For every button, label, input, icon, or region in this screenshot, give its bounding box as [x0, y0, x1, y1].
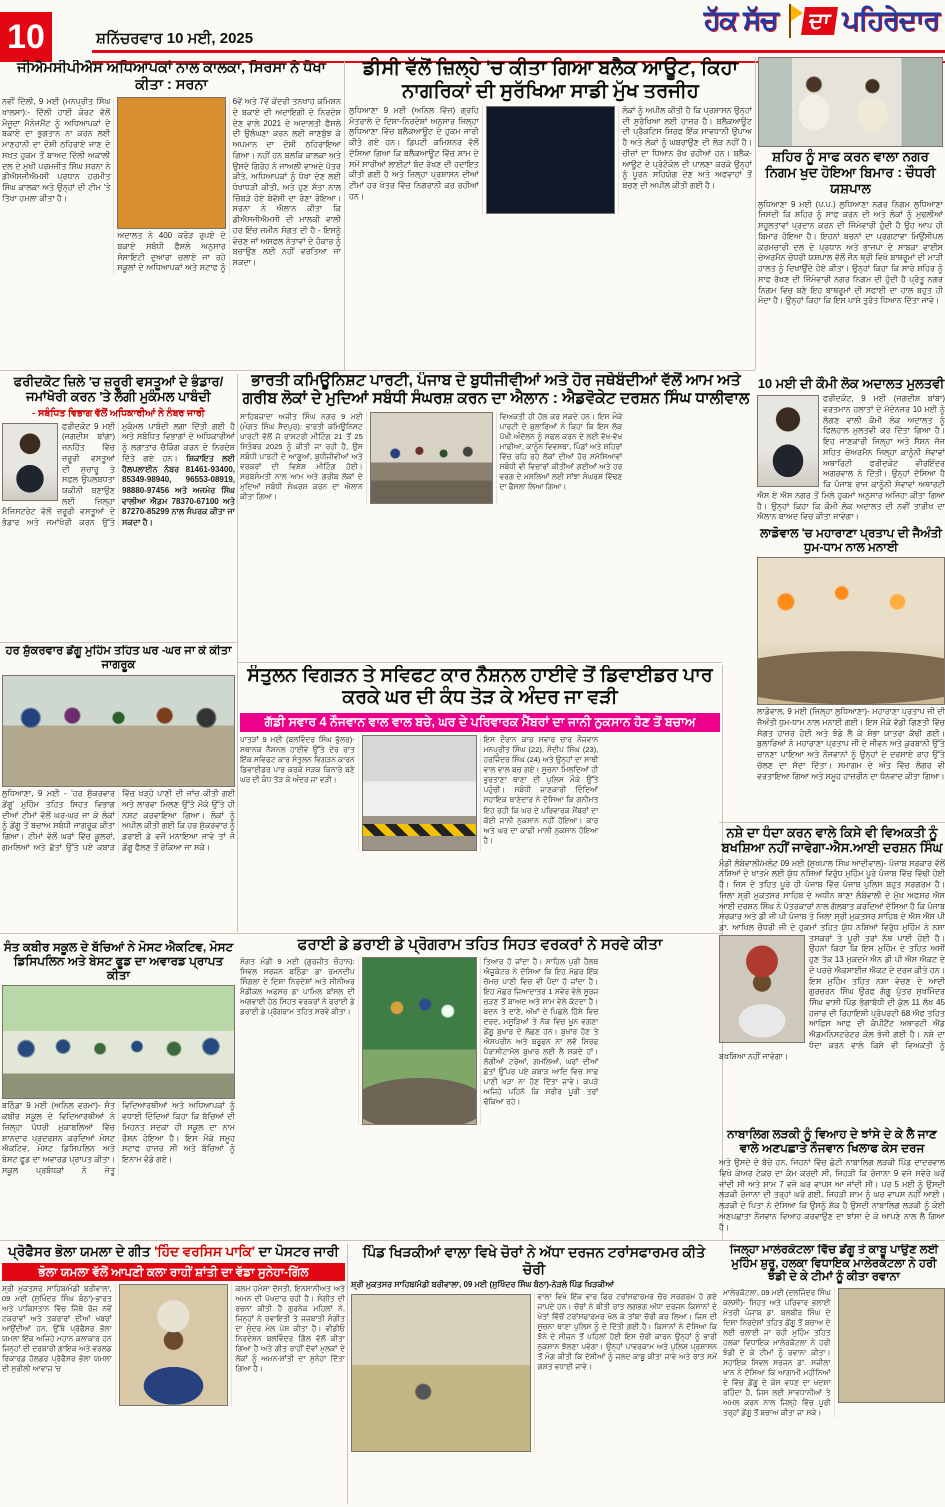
article-headline — [2, 1244, 345, 1260]
article-body-text: ਨਵੀਂ ਦਿੱਲੀ, 9 ਮਈ (ਮਨਪ੍ਰੀਤ ਸਿੰਘ ਖਾਲਸਾ):- ਦਿੱਲੀ ਹਾਈ ਕੋਰਟ ਵੱਲੋਂ ਮੌਜੂਦਾ ਮੈਨੇਜਮੈਂਟ ਨੂੰ ਅਧਿਆਪਕਾਂ ਦੇ ਬਕਾਏ ਦਾ ਭੁਗਤਾਨ ਨਾ ਕਰਨ ਲਈ ਮਾਣਹਾਨੀ ਦਾ ਦੋਸ਼ੀ ਠਹਿਰਾਏ ਜਾਣ ਦੇ ਸਖ਼ਤ ਹੁਕਮ ਤੋਂ ਬਾਅਦ ਦਿੱਲੀ ਅਕਾਲੀ ਦਲ ਦੇ ਮੁਖੀ ਪਰਮਜੀਤ ਸਿੰਘ ਸਰਨਾ ਨੇ ਡੀਐਸਜੀਐਮਸੀ ਪ੍ਰਧਾਨ ਹਰਮੀਤ ਸਿੰਘ ਕਾਲਕਾ ਅਤੇ ਉਨ੍ਹਾਂ ਦੀ ਟੀਮ 'ਤੇ ਤਿੱਖਾ ਹਮਲਾ ਕੀਤਾ ਹੈ। — [2, 97, 111, 203]
photo-maharana-jayanti-crowd — [757, 557, 945, 705]
article-dry-day-survey — [240, 936, 720, 1238]
article-body-text: ਫਰੀਦਕੋਟ 9 ਮਈ (ਜਗਦੀਸ਼ ਬਾਂਗਾ) ਜਨਹਿੱਤ ਵਿੱਚ ਜ਼ਰੂਰੀ ਵਸਤੂਆਂ ਦੀ ਸੁਚਾਰੂ ਤੇ ਸਫਲ ਉਪਲਬਧਤਾ ਯਕੀਨੀ ਬਣਾਉਣ ਲਈ ਜ਼ਿਲ੍ਹਾ ਮੈਜਿਸਟਰੇਟ ਵੱਲੋਂ ਜ਼ਰੂਰੀ ਵਸਤੂਆਂ ਦੇ ਭੰਡਾਰ ਅਤੇ ਜਮਾਂਖੋਰੀ ਕਰਨ ਉੱਤੇ ਮੁਕੰਮਲ ਪਾਬੰਦੀ ਲਗਾ ਦਿੱਤੀ ਗਈ ਹੈ ਅਤੇ ਸਬੰਧਿਤ ਵਿਭਾਗਾਂ ਦੇ ਅਧਿਕਾਰੀਆਂ ਨੂੰ ਲਗਾਤਾਰ ਚੈਕਿੰਗ ਕਰਨ ਦੇ ਨਿਰਦੇਸ਼ ਦਿੱਤੇ ਗਏ ਹਨ। — [2, 421, 235, 528]
page-number-box: 10 — [0, 12, 52, 62]
article-drug-crackdown — [719, 825, 945, 1125]
article-body-text: ਵਾਲਾ ਵਿਖੇ ਇੱਕ ਵਾਰ ਫਿਰ ਟਰਾਂਸਫਾਰਮਰ ਚੋਰ ਸਰਗਰਮ ਹੋ ਗਏ ਜਾਪਦੇ ਹਨ। ਚੋਰਾਂ ਨੇ ਬੀਤੀ ਰਾਤ ਲਗਭਗ ਅੱਧਾ ਦਰਜਨ ਕਿਸਾਨਾਂ ਦੇ ਖੇਤਾਂ ਵਿੱਚੋਂ ਟਰਾਂਸਫਾਰਮਰ ਖੋਲ ਕੇ ਤਾਂਬਾ ਚੋਰੀ ਕਰ ਲਿਆ। ਜਿਸ ਦੀ ਸੂਚਨਾ ਥਾਣਾ ਪੁਲਿਸ ਨੂੰ ਦੇ ਦਿੱਤੀ ਗਈ ਹੈ। ਕਿਸਾਨਾਂ ਨੇ ਦੱਸਿਆ ਕਿ ਝੋਨੇ ਦੇ ਸੀਜ਼ਨ ਤੋਂ ਪਹਿਲਾਂ ਹੋਈ ਇਸ ਚੋਰੀ ਕਾਰਨ ਉਨ੍ਹਾਂ ਨੂੰ ਭਾਰੀ ਨੁਕਸਾਨ ਝੱਲਣਾ ਪਵੇਗਾ। ਉਨ੍ਹਾਂ ਪਾਵਰਕਾਮ ਅਤੇ ਪੁਲਿਸ ਪ੍ਰਸ਼ਾਸਨ ਤੋਂ ਮੰਗ ਕੀਤੀ ਕਿ ਦੋਸ਼ੀਆਂ ਨੂੰ ਜਲਦ ਕਾਬੂ ਕੀਤਾ ਜਾਵੇ ਅਤੇ ਰਾਤ ਸਮੇਂ ਗਸ਼ਤ ਵਧਾਈ ਜਾਵੇ। — [537, 1292, 717, 1372]
masthead-word-1: ਹੱਕ ਸੱਚ — [703, 5, 778, 35]
article-body — [2, 1101, 235, 1176]
section-rule — [0, 933, 722, 934]
section-rule — [0, 642, 237, 643]
article-body-text: ਲੁਧਿਆਣਾ, 9 ਮਈ - 'ਹਰ ਸ਼ੁੱਕਰਵਾਰ ਡੇਂਗੂ' ਮੁਹਿੰਮ ਤਹਿਤ ਸਿਹਤ ਵਿਭਾਗ ਦੀਆਂ ਟੀਮਾਂ ਵੱਲੋਂ ਘਰ-ਘਰ ਜਾ ਕੇ ਲੋਕਾਂ ਨੂੰ ਡੇਂਗੂ ਤੋਂ ਬਚਾਅ ਸਬੰਧੀ ਜਾਗਰੂਕ ਕੀਤਾ ਗਿਆ। ਟੀਮਾਂ ਵੱਲੋਂ ਘਰਾਂ ਵਿੱਚ ਕੂਲਰਾਂ, ਗਮਲਿਆਂ ਅਤੇ ਛੱਤਾਂ ਉੱਤੇ ਪਏ ਕਬਾੜ ਵਿੱਚ ਖੜ੍ਹੇ ਪਾਣੀ ਦੀ ਜਾਂਚ ਕੀਤੀ ਗਈ ਅਤੇ ਲਾਰਵਾ ਮਿਲਣ ਉੱਤੇ ਮੌਕੇ ਉੱਤੇ ਹੀ ਨਸ਼ਟ ਕਰਵਾਇਆ ਗਿਆ। ਲੋਕਾਂ ਨੂੰ ਅਪੀਲ ਕੀਤੀ ਗਈ ਕਿ ਹਰ ਸ਼ੁੱਕਰਵਾਰ ਨੂੰ ਡਰਾਈ ਡੇ ਵਜੋਂ ਮਨਾਇਆ ਜਾਵੇ ਤਾਂ ਜੋ ਡੇਂਗੂ ਫੈਲਣ ਤੋਂ ਰੋਕਿਆ ਜਾ ਸਕੇ। — [2, 789, 235, 852]
article-body-text: ਫਰੀਦਕੋਟ, 9 ਮਈ (ਜਗਦੀਸ਼ ਬਾਂਬਾ) ਵਰਤਮਾਨ ਹਲਾਤਾਂ ਦੇ ਮੱਦੇਨਜ਼ਰ 10 ਮਈ ਨੂੰ ਲੱਗਣ ਵਾਲੀ ਕੌਮੀ ਲੋਕ ਅਦਾਲਤ ਨੂੰ ਫਿਲਹਾਲ ਮੁਲਤਵੀ ਕਰ ਦਿੱਤਾ ਗਿਆ ਹੈ। ਇਹ ਜਾਣਕਾਰੀ ਜਿਲ੍ਹਾ ਅਤੇ ਸੈਸ਼ਨ ਜੱਜ ਸਹਿਤ ਚੇਅਰਮੈਨ ਜਿਲ੍ਹਾ ਕਾਨੂੰਨੀ ਸੇਵਾਵਾਂ ਅਥਾਰਿਟੀ ਫਰੀਦਕੋਟ ਵੀਰਇੰਦਰ ਅਗਰਵਾਲ ਨੇ ਦਿੱਤੀ। ਉਨ੍ਹਾਂ ਦੱਸਿਆ ਹੈ ਕਿ ਪੰਜਾਬ ਰਾਜ ਕਾਨੂੰਨੀ ਸੇਵਾਵਾਂ ਅਥਾਰਟੀ ਐਸ ਏ ਐਸ ਨਗਰ ਤੋਂ ਮਿਲੇ ਹੁਕਮਾਂ ਅਨੁਸਾਰ ਅਜਿਹਾ ਕੀਤਾ ਗਿਆ ਹੈ। ਉਨ੍ਹਾਂ ਕਿਹਾ ਕਿ ਕੌਮੀ ਲੋਕ ਅਦਾਲਤ ਦੀ ਨਵੀਂ ਤਾਰੀਖ ਦਾ ਐਲਾਨ ਬਾਅਦ ਵਿਚ ਕੀਤਾ ਜਾਵੇਗਾ। — [757, 394, 945, 522]
headline-part-red: 'ਹਿੰਦ ਵਰਸਿਸ ਪਾਕਿ' — [154, 1244, 255, 1259]
photo-sarna-speech — [117, 97, 225, 229]
article-body — [2, 1284, 345, 1406]
article-body — [349, 106, 752, 214]
article-body — [757, 394, 945, 523]
article-body — [240, 412, 752, 504]
article-body-text: ਕਲਮ ਹਮੇਸ਼ਾ ਦੋਸਤੀ, ਇਨਸਾਨੀਅਤ ਅਤੇ ਅਮਨ ਦੀ ਪੱਖਦਾਰ ਰਹੀ ਹੈ। ਸੰਗੀਤ ਦੀ ਰਚਨਾ ਕੀਤੀ ਹੈ ਗੁਰਨੇਕ ਮਹਿਲਾਂ ਨੇ, ਜਿਨ੍ਹਾਂ ਨੇ ਰਵਾਇਤੀ ਤੇ ਜਜ਼ਬਾਤੀ ਸੰਗੀਤ ਦਾ ਸੁੰਦਰ ਮੇਲ ਪੇਸ਼ ਕੀਤਾ ਹੈ। ਵੀਡੀਓ ਨਿਰਦੇਸ਼ਨ ਬਲਵਿੰਦਰ ਗਿੱਲ ਵੱਲੋਂ ਕੀਤਾ ਗਿਆ ਹੈ ਅਤੇ ਗੀਤ ਰਾਹੀਂ ਦੋਵਾਂ ਮੁਲਕਾਂ ਦੇ ਲੋਕਾਂ ਨੂੰ ਅਮਨ-ਸ਼ਾਂਤੀ ਦਾ ਸੁਨੇਹਾ ਦਿੱਤਾ ਗਿਆ ਹੈ। — [235, 1283, 345, 1374]
article-headline: ਨਾਬਾਲਿਗ ਲੜਕੀ ਨੂੰ ਵਿਆਹ ਦੇ ਝਾਂਸੇ ਦੇ ਕੇ ਲੈ ਜਾਣ ਵਾਲੇ ਅਣਪਛਾਤੇ ਨੌਜਵਾਨ ਖਿਲਾਫ ਕੇਸ ਦਰਜ — [727, 1127, 937, 1156]
article-body-text: ਸੰਗਤ ਮੰਡੀ 9 ਮਈ (ਗੁਰਜੀਤ ਚੌਹਾਨ): ਸਿਵਲ ਸਰਜਨ ਬਠਿੰਡਾ ਡਾ ਰਮਨਦੀਪ ਸਿੰਗਲਾ ਦੇ ਦਿਸ਼ਾ ਨਿਰਦੇਸ਼ਾਂ ਅਤੇ ਸੀਨੀਅਰ ਮੈਡੀਕਲ ਅਫਸਰ ਡਾ ਪਾਮਿਲ ਬਾਂਸਲ ਦੀ ਅਗਵਾਈ ਹੇਠ ਸਿਹਤ ਵਰਕਰਾਂ ਨੇ ਫਰਾਈ ਡੇ ਡਰਾਈ ਡੇ ਪ੍ਰੋਗਰਾਮ ਤਹਿਤ ਸਰਵੇ ਕੀਤਾ। — [240, 956, 355, 1016]
article-faridkot-ban — [2, 374, 235, 640]
article-dc-blackout — [349, 57, 752, 368]
article-headline: ਡੀਸੀ ਵੱਲੋਂ ਜ਼ਿਲ੍ਹੇ 'ਚ ਕੀਤਾ ਗਿਆ ਬਲੈਕ ਆਊਟ, ਕਿਹਾ ਨਾਗਰਿਕਾਂ ਦੀ ਸੁਰੱਖਿਆ ਸਾਡੀ ਮੁੱਖ ਤਰਜੀਹ — [362, 57, 739, 102]
article-body-text: ਵਿਅਕਤੀ ਹੀ ਹੱਲ ਕਰ ਸਕਦੇ ਹਨ। ਇਸ ਮੌਕੇ ਪਾਰਟੀ ਦੇ ਬੁਲਾਰਿਆਂ ਨੇ ਕਿਹਾ ਕਿ ਇਸ ਲੋਕ ਪੱਖੀ ਅੰਦੋਲਨ ਨੂੰ ਸਫਲ ਕਰਨ ਦੇ ਲਈ ਵੱਖ-ਵੱਖ ਮਾਫੀਆ, ਕਾਨੂੰਨ ਵਿਵਸਥਾ, ਪਿੰਡਾਂ ਅਤੇ ਸ਼ਹਿਰਾਂ ਵਿੱਚ ਰਹਿ ਰਹੇ ਲੋਕਾਂ ਦੀਆਂ ਹੋਰ ਸਮੱਸਿਆਵਾਂ ਸਬੰਧੀ ਵੀ ਵਿਚਾਰਾਂ ਕੀਤੀਆਂ ਗਈਆਂ ਅਤੇ ਹਰ ਵਰਗ ਦੇ ਮਸਲਿਆਂ ਲਈ ਸਾਂਝਾ ਸੰਘਰਸ਼ ਵਿੱਢਣ ਦਾ ਫੈਸਲਾ ਲਿਆ ਗਿਆ। — [499, 411, 623, 491]
article-body — [723, 1288, 945, 1419]
article-body-text: ਸ਼ਿਕਾਇਤ ਲਈ ਹੈਲਪਲਾਈਨ ਨੰਬਰ 81461-93400, 85349-98940, 96553-08919, 98880-97456 ਅਤੇ ਅਜਮੇਰ ਸਿੰਘ ਵਾਲੀਆ ਐਡਮ 78370-67100 ਅਤੇ 87270-85299 ਨਾਲ ਸੰਪਰਕ ਕੀਤਾ ਜਾ ਸਕਦਾ ਹੈ। — [122, 453, 235, 528]
article-headline: ਲਾਡੋਵਾਲ 'ਚ ਮਹਾਰਾਣਾ ਪ੍ਰਤਾਪ ਦੀ ਜੈਅੰਤੀ ਧੁਮ-ਧਾਮ ਨਾਲ ਮਨਾਈ — [760, 526, 942, 555]
photo-dengue-awareness-group — [2, 675, 235, 787]
column-rule — [237, 374, 238, 932]
headline-part: ਪ੍ਰੋਫੈਸਰ ਭੋਲਾ ਯਮਲਾ ਦੇ ਗੀਤ — [8, 1244, 155, 1259]
masthead-word-2: ਦਾ — [801, 7, 838, 35]
article-yamla-poster — [2, 1244, 345, 1505]
article-headline: ਫਰਾਈ ਡੇ ਡਰਾਈ ਡੇ ਪ੍ਰੋਗਰਾਮ ਤਹਿਤ ਸਿਹਤ ਵਰਕਰਾਂ ਨੇ ਸਰਵੇ ਕੀਤਾ — [297, 936, 663, 953]
photo-bhola-yamla — [119, 1284, 229, 1406]
article-subhead-magenta: ਗੱਡੀ ਸਵਾਰ 4 ਨੌਜਵਾਨ ਵਾਲ ਵਾਲ ਬਚੇ, ਘਰ ਦੇ ਪਰਿਵਾਰਕ ਮੈਂਬਰਾਂ ਦਾ ਜਾਨੀ ਨੁਕਸਾਨ ਹੋਣ ਤੋਂ ਬਚਾਅ — [240, 713, 720, 732]
article-body-text: ਮਾਲੇਰਕੋਟਲਾ, 09 ਮਈ (ਦਲਜਿੰਦਰ ਸਿੰਘ ਕਲਸੀ)- ਸਿਹਤ ਅਤੇ ਪਰਿਵਾਰ ਭਲਾਈ ਮੰਤਰੀ ਪੰਜਾਬ ਡਾ. ਬਲਬੀਰ ਸਿੰਘ ਦੇ ਦਿਸ਼ਾ ਨਿਰਦੇਸ਼ਾਂ ਤਹਿਤ ਡੇਂਗੂ ਤੋਂ ਬਚਾਅ ਦੇ ਲਈ ਚਲਾਈ ਜਾ ਰਹੀ ਮੁਹਿੰਮ ਤਹਿਤ ਹਲਕਾ ਵਿਧਾਇਕ ਮਾਲੇਰਕੋਟਲਾ ਨੇ ਹਰੀ ਝੰਡੀ ਦੇ ਕੇ ਟੀਮਾਂ ਨੂੰ ਰਵਾਨਾ ਕੀਤਾ। ਸਹਾਇਕ ਸਿਵਲ ਸਰਜਨ ਡਾ. ਸਜੀਲਾ ਖਾਨ ਨੇ ਦੱਸਿਆ ਕਿ ਆਗਾਮੀ ਮਹੀਨਿਆਂ ਦੇ ਵਿੱਚ ਡੇਂਗੂ ਦੇ ਕੇਸ ਵਧਣ ਦਾ ਖਦਸ਼ਾ ਰਹਿੰਦਾ ਹੈ, ਜਿਸ ਲਈ ਸਾਵਧਾਨੀਆਂ ਤੇ ਅਮਲ ਕਰਨ ਨਾਲ ਜਿਲ੍ਹੇ ਵਿੱਚ ਪੂਰੀ ਤਰ੍ਹਾਂ ਡੇਂਗੂ ਤੋਂ ਬਚਾਅ ਕੀਤਾ ਜਾ ਸਕੇ। — [723, 1287, 831, 1418]
column-rule — [344, 60, 345, 370]
photo-blackout-night — [486, 106, 616, 214]
article-body-text: ਇਸ ਦੌਰਾਨ ਕਾਰ ਸਵਾਰ ਚਾਰ ਨੌਜਵਾਨ ਮਨਪ੍ਰੀਤ ਸਿੰਘ (22), ਸੰਦੀਪ ਸਿੰਘ (23), ਹਰਜਿੰਦਰ ਸਿੰਘ (24) ਅਤੇ ਉਨ੍ਹਾਂ ਦਾ ਸਾਥੀ ਵਾਲ ਵਾਲ ਬਚ ਗਏ। ਸੂਚਨਾ ਮਿਲਦਿਆਂ ਹੀ ਭੁਰਤਾਣਾ ਥਾਣਾ ਦੀ ਪੁਲਿਸ ਮੌਕੇ ਉੱਤੇ ਪਹੁੰਚੀ। ਸਬੰਧੀ ਜਾਣਕਾਰੀ ਦਿੰਦਿਆਂ ਸਹਾਇਕ ਥਾਣੇਦਾਰ ਨੇ ਦੱਸਿਆ ਕਿ ਗਨੀਮਤ ਇਹ ਰਹੀ ਕਿ ਘਰ ਦੇ ਪਰਿਵਾਰਕ ਮੈਂਬਰਾਂ ਦਾ ਕੋਈ ਜਾਨੀ ਨੁਕਸਾਨ ਨਹੀਂ ਹੋਇਆ। ਕਾਰ ਅਤੇ ਘਰ ਦਾ ਕਾਫੀ ਮਾਲੀ ਨੁਕਸਾਨ ਹੋਇਆ ਹੈ। — [483, 735, 599, 845]
article-body-text: ਸਾਹਿਬਜ਼ਾਦਾ ਅਜੀਤ ਸਿੰਘ ਨਗਰ 9 ਮਈ (ਮੰਗਤ ਸਿੰਘ ਸੈਦਪੁਰ): ਭਾਰਤੀ ਕਮਿਊਨਿਸਟ ਪਾਰਟੀ ਵੱਲੋਂ ਜੋ ਰਾਸ਼ਟਰੀ ਮੀਟਿੰਗ 21 ਤੋਂ 25 ਸਿਤੰਬਰ 2025 ਨੂੰ ਕੀਤੀ ਜਾ ਰਹੀ ਹੈ, ਉਸ ਸਬੰਧੀ ਪਾਰਟੀ ਦੇ ਆਗੂਆਂ, ਬੁਧੀਜੀਵੀਆਂ ਅਤੇ ਵਰਕਰਾਂ ਦੀ ਵਿਸ਼ੇਸ਼ ਮੀਟਿੰਗ ਹੋਈ। ਸਰਬਸੰਮਤੀ ਨਾਲ ਆਮ ਅਤੇ ਗਰੀਬ ਲੋਕਾਂ ਦੇ ਮੁਦਿਆਂ ਸਬੰਧੀ ਸੰਘਰਸ਼ ਕਰਨ ਦਾ ਐਲਾਨ ਕੀਤਾ ਗਿਆ। — [240, 411, 363, 501]
photo-officials-office — [758, 57, 943, 147]
article-body-text: ਮੰਡੀ ਲੰਬੇਵਾਲੀ/ਮਲੋਟ 09 ਮਈ (ਸੁਖਪਾਲ ਸਿੰਘ ਆਦੀਵਾਲ)- ਪੰਜਾਬ ਸਰਕਾਰ ਵੱਲੋਂ ਨਸ਼ਿਆਂ ਦੇ ਖਾਤਮੇ ਲਈ ਯੁੱਧ ਨਸ਼ਿਆਂ ਵਿਰੁੱਧ ਮੁਹਿੰਮ ਪੂਰੇ ਪੰਜਾਬ ਵਿੱਚ ਵਿੱਢੀ ਹੋਈ ਹੈ। ਜਿਸ ਦੇ ਤਹਿਤ ਪੂਰੇ ਹੀ ਪੰਜਾਬ ਵਿੱਚ ਪੰਜਾਬ ਪੁਲਿਸ ਬਹੁਤ ਸਰਗਰਮ ਹੈ। ਜਿਲਾ ਸ਼੍ਰੀ ਮੁਕਤਸਰ ਸਾਹਿਬ ਦੇ ਅਧੀਨ ਥਾਣਾ ਲੰਬੇਵਾਲੀ ਦੇ ਮੁੱਖ ਅਫਸਰ ਐਸ ਆਈ ਦਰਸ਼ਨ ਸਿੰਘ ਨੇ ਪੱਤਰਕਾਰਾਂ ਨਾਲ ਗੱਲਬਾਤ ਕਰਦਿਆਂ ਦੱਸਿਆ ਹੈ ਕਿ ਪੰਜਾਬ ਸਰਕਾਰ ਅਤੇ ਡੀ ਜੀ ਪੀ ਪੰਜਾਬ ਤੇ ਜਿਲਾ ਸ਼੍ਰੀ ਮੁਕਤਸਰ ਸਾਹਿਬ ਦੇ ਐਸ ਐਸ ਪੀ ਡਾ. ਆਖਿਲ ਚੌਧਰੀ ਜੀ ਦੇ ਹੁਕਮਾਂ ਤਹਿਤ ਯੁੱਧ ਨਸ਼ਿਆਂ ਵਿਰੁੱਧ ਮੁਹਿੰਮ ਨੇ ਨਸ਼ਾ ਤਸਕਰਾਂ ਤੇ ਪੂਰੀ ਤਰਾਂ ਨੱਥ ਪਾਈ ਹੋਈ ਹੈ। — [719, 858, 945, 943]
photo-si-darshan-singh — [719, 935, 805, 1043]
article-body — [240, 957, 720, 1125]
photo-school-award-group — [2, 985, 235, 1099]
photo-transformer-theft-field — [351, 1294, 531, 1452]
article-maharana-jayanti — [757, 526, 945, 822]
article-body-text: ਸ਼੍ਰੀ ਮੁਕਤਸਰ ਸਾਹਿਬ/ਮੰਡੀ ਬਰੀਵਾਲਾ, 09 ਮਈ (ਸੁਖਿੰਦਰ ਸਿੰਘ ਬੰਠਾ)-ਭਾਰਤ ਅਤੇ ਪਾਕਿਸਤਾਨ ਵਿੱਚ ਜਿੱਥੇ ਰੋਜ਼ ਨਵੇਂ ਟਕਰਾਵਾਂ ਅਤੇ ਤਕਰਾਰਾਂ ਦੀਆਂ ਖਬਰਾਂ ਆਉਂਦੀਆਂ ਹਨ, ਉੱਥੇ ਪ੍ਰੋਫੈਸਰ ਭੋਲਾ ਯਮਲਾ ਇੱਕ ਅਜਿਹੇ ਮਹਾਨ ਕਲਾਕਾਰ ਹਨ ਜਿਨ੍ਹਾਂ ਦੀ ਦਰਬਾਰੀ ਗਾਇਕ ਅਤੇ ਵਰਲਡ ਰਿਕਾਰਡ ਹੋਲਡਰ ਪ੍ਰੋਫੈਸਰ ਭੋਲਾ ਯਮਲਾ ਦੀ ਸੁਰੀਲੀ ਆਵਾਜ਼ 'ਚ — [2, 1283, 112, 1374]
article-dateline: ਸ਼੍ਰੀ ਮੁਕਤਸਰ ਸਾਹਿਬ/ਮੰਡੀ ਬਰੀਵਾਲਾ, 09 ਮਈ (ਸੁਖਿੰਦਰ ਸਿੰਘ ਬੰਠਾ)-ਨੇੜਲੇ ਪਿੰਡ ਖਿੜਕੀਆਂ — [351, 1280, 615, 1290]
photo-dengue-team-flagoff — [838, 1288, 945, 1403]
column-rule — [347, 1244, 348, 1504]
article-cpi-announcement — [240, 372, 752, 660]
masthead-word-3: ਪਹਿਰੇਦਾਰ — [842, 5, 939, 35]
article-school-award — [2, 940, 235, 1238]
article-body — [719, 1158, 945, 1233]
photo-judge-portrait — [757, 395, 819, 487]
article-body — [757, 707, 945, 782]
section-rule — [719, 822, 945, 823]
nishan-flag-icon — [783, 4, 797, 38]
article-body-text: ਅਤੇ ਉਸਦੇ ਦੋ ਬੱਚੇ ਹਨ, ਜਿਹਨਾਂ ਵਿੱਚ ਛੋਟੀ ਨਾਬਾਲਿਗ ਲੜਕੀ ਪਿੰਡ ਦਾਦਰਵਾਲ ਵਿਖੇ ਕੇਅਰ ਟੇਕਰ ਦਾ ਕੰਮ ਕਰਦੀ ਸੀ, ਜਿਹੜੀ ਕਿ ਰੋਜਾਨਾ 9 ਵਜੇ ਸਵੇਰੇ ਘਰੋਂ ਜਾਂਦੀ ਸੀ ਅਤੇ ਸ਼ਾਮ 7 ਵਜੇ ਘਰ ਵਾਪਸ ਆ ਜਾਂਦੀ ਸੀ। ਪਰ 5 ਮਈ ਨੂੰ ਉਸਦੀ ਲੜਕੀ ਰੋਜਾਨਾ ਦੀ ਤਰ੍ਹਾਂ ਘਰੋ ਗਈ, ਜਿਹੜੀ ਸ਼ਾਮ ਨੂੰ ਘਰ ਵਾਪਸ ਨਹੀਂ ਆਈ। ਲੜਕੀ ਦੇ ਪਿਤਾ ਨੇ ਦੱਸਿਆ ਕਿ ਉਸਨੂੰ ਸ਼ੱਕ ਹੈ ਉਸਦੀ ਨਾਬਾਲਿਗ ਲੜਕੀ ਨੂੰ ਕੋਈ ਅਣਪਛਾਤਾ ਨੌਜਵਾਨ ਵਿਆਹ ਕਰਵਾਉਣ ਦਾ ਝਾਂਸਾ ਦੇ ਕੇ ਆਪਣੇ ਨਾਲ ਲੈ ਗਿਆ ਹੈ। — [719, 1158, 945, 1232]
article-body-text: ਉਹਨਾਂ ਕਿਹਾ ਕਿ ਇਸ ਮੁਹਿੰਮ ਦੇ ਤਹਿਤ ਅਸੀਂ ਹੁਣ ਤੱਕ 13 ਮੁਕਦਮੇ ਐਨ ਡੀ ਪੀ ਐਸ ਐਕਟ ਦੇ ਦੋ ਪਰਚੇ ਐਕਸਾਈਜ਼ ਐਕਟ ਦੇ ਦਰਜ ਕੀਤੇ ਹਨ। ਇਸ ਮੁਹਿੰਮ ਤਹਿਤ ਨਸ਼ਾ ਵੇਚਣ ਦੇ ਆਦੀ ਗੁਰਚਰਨ ਸਿੰਘ ਉਰਫ ਗੱਗੂ ਪੁੱਤਰ ਸੁਖਮਿੰਦਰ ਸਿੰਘ ਵਾਸੀ ਪਿੰਡ ਭੰਗਾਬੱਧੀ ਦੀ ਕੁੱਲ 11 ਲੱਖ 45 ਹਜ਼ਾਰ ਦੀ ਰਿਹਾਇਸ਼ੀ ਪ੍ਰੋਪਰਟੀ 68 ਐਫ ਤਹਿਤ ਆਫਿਸ ਆਫ ਦੀ ਕੰਪੀਟੈਂਟ ਅਥਾਰਟੀ ਐਂਡ ਐਡਮਨਿਸਟਰੇਟਰ ਕੋਲ ਭੇਜੀ ਗਈ ਹੈ। ਨਸ਼ੇ ਦਾ ਧੰਦਾ ਕਰਨ ਵਾਲੇ ਕਿਸੇ ਵੀ ਵਿਅਕਤੀ ਨੂੰ ਬਖਸ਼ਿਆ ਨਹੀਂ ਜਾਵੇਗਾ। — [719, 944, 945, 1061]
article-transformer-theft — [351, 1244, 717, 1505]
article-headline: ਜਿਲ੍ਹਾ ਮਾਲੇਰਕੋਟਲਾ ਵਿੱਚ ਡੇਂਗੂ ਤੇ ਕਾਬੂ ਪਾਉਣ ਲਈ ਮੁਹਿੰਮ ਸ਼ੁਰੂ, ਹਲਕਾ ਵਿਧਾਇਕ ਮਾਲੇਰਕੋਟਲਾ ਨੇ ਹਰੀ ਝੰਡੀ ਦੇ ਕੇ ਟੀਮਾਂ ਨੂੰ ਕੀਤਾ ਰਵਾਨਾ — [729, 1244, 939, 1284]
section-rule — [0, 370, 755, 371]
article-body — [758, 200, 943, 307]
photo-woman-official — [2, 423, 58, 501]
article-body — [719, 859, 945, 1063]
article-headline: 10 ਮਈ ਦੀ ਕੌਮੀ ਲੋਕ ਅਦਾਲਤ ਮੁਲਤਵੀ — [757, 376, 945, 391]
article-body-text: ਬਠਿੰਡਾ 9 ਮਈ (ਅਨਿਲ ਵਰਮਾ)- ਸੰਤ ਕਬੀਰ ਸਕੂਲ ਦੇ ਵਿਦਿਆਰਥੀਆਂ ਨੇ ਜ਼ਿਲ੍ਹਾ ਪੱਧਰੀ ਮੁਕਾਬਲਿਆਂ ਵਿੱਚ ਸ਼ਾਨਦਾਰ ਪ੍ਰਦਰਸ਼ਨ ਕਰਦਿਆਂ ਮੋਸਟ ਐਕਟਿਵ, ਮੋਸਟ ਡਿਸਿਪਲਿਨ ਅਤੇ ਬੇਸਟ ਫੂਡ ਦਾ ਅਵਾਰਡ ਪ੍ਰਾਪਤ ਕੀਤਾ। ਸਕੂਲ ਪ੍ਰਬੰਧਕਾਂ ਨੇ ਜੇਤੂ ਵਿਦਿਆਰਥੀਆਂ ਅਤੇ ਅਧਿਆਪਕਾਂ ਨੂੰ ਵਧਾਈ ਦਿੰਦਿਆਂ ਕਿਹਾ ਕਿ ਬੱਚਿਆਂ ਦੀ ਮਿਹਨਤ ਸਦਕਾ ਹੀ ਸਕੂਲ ਦਾ ਨਾਮ ਰੌਸ਼ਨ ਹੋਇਆ ਹੈ। ਇਸ ਮੌਕੇ ਸਮੂਹ ਸਟਾਫ ਹਾਜ਼ਰ ਸੀ ਅਤੇ ਬੱਚਿਆਂ ਨੂੰ ਇਨਾਮ ਵੰਡੇ ਗਏ। — [2, 1101, 235, 1175]
article-body-text: ਲੋਕਾਂ ਨੂੰ ਅਪੀਲ ਕੀਤੀ ਹੈ ਕਿ ਪ੍ਰਸ਼ਾਸਨ ਉਨ੍ਹਾਂ ਦੀ ਸੁਰੱਖਿਆ ਲਈ ਹਾਜ਼ਰ ਹੈ। ਬਲੈਕਆਊਟ ਦੀ ਪ੍ਰੈਕਟਿਸ ਸਿਰਫ ਇੱਕ ਸਾਵਧਾਨੀ ਉਪਾਅ ਹੈ ਅਤੇ ਲੋਕਾਂ ਨੂੰ ਘਬਰਾਉਣ ਦੀ ਲੋੜ ਨਹੀਂ ਹੈ। ਚੀਜ਼ਾਂ ਦਾ ਧਿਆਨ ਰੱਖ ਰਹੀਆਂ ਹਨ। ਬਲੈਕ-ਆਊਟ ਦੇ ਪ੍ਰੋਟੋਕੋਲ ਦੀ ਪਾਲਣਾ ਕਰਕੇ ਉਨ੍ਹਾਂ ਨੂੰ ਪੂਰਨ ਸਹਿਯੋਗ ਦੇਣ ਅਤੇ ਅਫਵਾਹਾਂ ਤੋਂ ਬਚਣ ਦੀ ਅਪੀਲ ਕੀਤੀ ਗਈ ਹੈ। — [622, 106, 752, 191]
article-headline: ਹਰ ਸ਼ੁੱਕਰਵਾਰ ਡੇਂਗੂ ਮੁਹਿੰਮ ਤਹਿਤ ਘਰ -ਘਰ ਜਾ ਕੇ ਕੀਤਾ ਜਾਗਰੂਕ — [5, 645, 232, 671]
photo-health-survey — [362, 957, 477, 1125]
article-headline: ਜੀਐਮਸੀਪੀਐਸ ਅਧਿਆਪਕਾਂ ਨਾਲ ਕਾਲਕਾ, ਸਿਰਸਾ ਨੇ ਧੋਖਾ ਕੀਤਾ : ਸਰਨਾ — [17, 60, 326, 94]
article-body-text: ਅਦਾਲਤ ਨੇ 400 ਕਰੋੜ ਰੁਪਏ ਦੇ ਬਕਾਏ ਸਬੰਧੀ ਫੈਸਲੇ ਅਨੁਸਾਰ ਸੋਸਾਇਟੀ ਦੁਆਰਾ ਚਲਾਏ ਜਾ ਰਹੇ ਸਕੂਲਾਂ ਦੇ ਅਧਿਆਪਕਾਂ ਅਤੇ ਸਟਾਫ ਨੂੰ 6ਵੇਂ ਅਤੇ 7ਵੇਂ ਕੇਂਦਰੀ ਤਨਖਾਹ ਕਮਿਸ਼ਨ ਦੇ ਬਕਾਏ ਦੀ ਅਦਾਇਗੀ ਦੇ ਨਿਰਦੇਸ਼ ਦੇਣ ਵਾਲੇ 2021 ਦੇ ਅਦਾਲਤੀ ਫੈਸਲੇ ਦੀ ਉਲੰਘਣਾ ਕਰਨ ਲਈ ਜਾਣਬੁੱਝ ਕੇ ਅਪਮਾਨ ਦਾ ਦੋਸ਼ੀ ਠਹਿਰਾਇਆ ਗਿਆ। ਨਹੀਂ ਹਨ ਬਲਕਿ ਕਾਲਕਾ ਅਤੇ ਉਸਦੇ ਗਿਰੋਹ ਨੇ ਜਾਅਲੀ ਵਾਅਦੇ ਪੱਤਰ ਕੀਤੇ, ਅਧਿਆਪਕਾਂ ਨੂੰ ਧੋਖਾ ਦੇਣ ਲਈ ਧੋਖਾਧੜੀ ਕੀਤੀ, ਅਤੇ ਹੁਣ ਸੱਤਾ ਨਾਲ ਚਿੰਬੜੇ ਹੋਏ ਬੇਵੱਸੀ ਦਾ ਰੋਣਾ ਰੋਇਆ। ਸਰਨਾ ਨੇ ਐਲਾਨ ਕੀਤਾ ਕਿ ਡੀਐਸਜੀਐਮਸੀ ਦੀ ਮਾਲਕੀ ਵਾਲੀ ਹਰ ਇੰਚ ਜ਼ਮੀਨ ਸੰਗਤ ਦੀ ਹੈ - ਇਸਨੂੰ ਵੇਚਣ ਜਾਂ ਅਸਫਲ ਨੇਤਾਵਾਂ ਦੇ ਹੰਕਾਰ ਨੂੰ ਬਚਾਉਣ ਲਈ ਨਹੀਂ ਵਰਤਿਆ ਜਾ ਸਕਦਾ। — [117, 97, 341, 273]
article-body — [2, 422, 235, 529]
article-dengue-friday — [2, 645, 235, 931]
article-body-text: ਲੁਧਿਆਣਾ 9 ਮਈ (ਅਨਿਲ ਵਿੱਜ) ਗ੍ਰਹਿ ਮੰਤਰਾਲੇ ਦੇ ਦਿਸ਼ਾ-ਨਿਰਦੇਸ਼ਾਂ ਅਨੁਸਾਰ ਜਿਲ੍ਹਾ ਲੁਧਿਆਣਾ ਵਿੱਚ ਬਲੈਕਆਊਟ ਦੇ ਹੁਕਮ ਜਾਰੀ ਕੀਤੇ ਗਏ ਹਨ। ਡਿਪਟੀ ਕਮਿਸ਼ਨਰ ਵੱਲੋਂ ਦੱਸਿਆ ਗਿਆ ਕਿ ਬਲੈਕਆਊਟ ਵਿੱਚ ਸ਼ਾਮ ਦੇ ਸਮੇਂ ਸਾਰੀਆਂ ਲਾਈਟਾਂ ਬੰਦ ਰੱਖਣ ਦੀ ਹਦਾਇਤ ਕੀਤੀ ਗਈ ਹੈ ਅਤੇ ਜ਼ਿਲ੍ਹਾ ਪ੍ਰਸ਼ਾਸਨ ਦੀਆਂ ਟੀਮਾਂ ਹਰ ਖੇਤਰ ਵਿੱਚ ਨਿਗਰਾਨੀ ਕਰ ਰਹੀਆਂ ਹਨ। — [349, 106, 479, 201]
article-gmcps-sarna — [2, 60, 341, 368]
section-rule — [237, 662, 722, 663]
article-body-text: ਪਾਤੜਾਂ 9 ਮਈ (ਬਲਵਿੰਦਰ ਸਿੰਘ ਭੁੱਲਰ)- ਸਥਾਨਕ ਨੈਸ਼ਨਲ ਹਾਈਵੇ ਉੱਤੇ ਦੇਰ ਰਾਤ ਇੱਕ ਸਵਿਫਟ ਕਾਰ ਸੰਤੁਲਨ ਵਿਗੜਨ ਕਾਰਨ ਡਿਵਾਈਡਰ ਪਾਰ ਕਰਕੇ ਸੜਕ ਕਿਨਾਰੇ ਬਣੇ ਘਰ ਦੀ ਕੰਧ ਤੋੜ ਕੇ ਅੰਦਰ ਜਾ ਵੜੀ। — [240, 735, 355, 785]
section-rule — [0, 1240, 945, 1241]
masthead — [704, 4, 939, 38]
article-body-text: ਲਾਡੋਵਾਲ, 9 ਮਈ (ਜ਼ਿਲ੍ਹਾ ਲੁਧਿਆਣਾ)- ਮਹਾਰਾਣਾ ਪ੍ਰਤਾਪ ਜੀ ਦੀ ਜੈਅੰਤੀ ਧੁਮ-ਧਾਮ ਨਾਲ ਮਨਾਈ ਗਈ। ਇਸ ਮੌਕੇ ਵੱਡੀ ਗਿਣਤੀ ਵਿੱਚ ਸੰਗਤ ਹਾਜ਼ਰ ਹੋਈ ਅਤੇ ਝੰਡੇ ਲੈ ਕੇ ਸ਼ੋਭਾ ਯਾਤਰਾ ਕੱਢੀ ਗਈ। ਬੁਲਾਰਿਆਂ ਨੇ ਮਹਾਰਾਣਾ ਪ੍ਰਤਾਪ ਜੀ ਦੇ ਜੀਵਨ ਅਤੇ ਕੁਰਬਾਨੀ ਉੱਤੇ ਚਾਨਣਾ ਪਾਇਆ ਅਤੇ ਨੌਜਵਾਨਾਂ ਨੂੰ ਉਨ੍ਹਾਂ ਦੇ ਦਰਸਾਏ ਰਾਹ ਉੱਤੇ ਚੱਲਣ ਦਾ ਸੱਦਾ ਦਿੱਤਾ। ਸਮਾਗਮ ਦੇ ਅੰਤ ਵਿੱਚ ਲੰਗਰ ਵੀ ਵਰਤਾਇਆ ਗਿਆ ਅਤੇ ਸਮੂਹ ਹਾਜ਼ਰੀਨ ਦਾ ਧੰਨਵਾਦ ਕੀਤਾ ਗਿਆ। — [757, 707, 945, 781]
article-lok-adalat — [757, 376, 945, 524]
article-headline: ਸ਼ਹਿਰ ਨੂੰ ਸਾਫ ਕਰਨ ਵਾਲਾ ਨਗਰ ਨਿਗਮ ਖੁਦ ਹੋਇਆ ਬਿਮਾਰ : ਚੌਧਰੀ ਯਸ਼ਪਾਲ — [765, 149, 936, 196]
page-date: ਸ਼ਨਿੱਚਰਵਾਰ 10 ਮਈ, 2025 — [96, 30, 254, 47]
article-body — [351, 1292, 717, 1452]
photo-car-crash — [362, 735, 477, 851]
article-headline: ਸੰਤੁਲਨ ਵਿਗੜਨ ਤੇ ਸਵਿਫਟ ਕਾਰ ਨੈਸ਼ਨਲ ਹਾਈਵੇ ਤੋਂ ਡਿਵਾਈਡਰ ਪਾਰ ਕਰਕੇ ਘਰ ਦੀ ਕੰਧ ਤੋੜ ਕੇ ਅੰਦਰ ਜਾ ਵੜੀ — [247, 665, 713, 709]
article-headline: ਨਸ਼ੇ ਦਾ ਧੰਦਾ ਕਰਨ ਵਾਲੇ ਕਿਸੇ ਵੀ ਵਿਅਕਤੀ ਨੂੰ ਬਖਸ਼ਿਆ ਨਹੀਂ ਜਾਵੇਗਾ-ਐਸ.ਆਈ ਦਰਸ਼ਨ ਸਿੰਘ — [721, 825, 943, 856]
article-headline: ਪਿੰਡ ਖਿੜਕੀਆਂ ਵਾਲਾ ਵਿਖੇ ਚੋਰਾਂ ਨੇ ਅੱਧਾ ਦਰਜਨ ਟਰਾਂਸਫਾਰਮਰ ਕੀਤੇ ਚੋਰੀ — [362, 1244, 706, 1277]
article-headline: ਫਰੀਦਕੋਟ ਜ਼ਿਲੇ 'ਚ ਜ਼ਰੂਰੀ ਵਸਤੂਆਂ ਦੇ ਭੰਡਾਰ/ਜਮਾਂਖੋਰੀ ਕਰਨ 'ਤੇ ਲੱਗੀ ਮੁਕੰਮਲ ਪਾਬੰਦੀ — [13, 374, 224, 405]
article-headline: ਸੰਤ ਕਬੀਰ ਸਕੂਲ ਦੇ ਬੱਚਿਆਂ ਨੇ ਮੋਸਟ ਐਕਟਿਵ, ਮੋਸਟ ਡਿਸਿਪਲਿਨ ਅਤੇ ਬੇਸਟ ਫੂਡ ਦਾ ਅਵਾਰਡ ਪ੍ਰਾਪਤ ਕੀਤਾ — [3, 940, 234, 983]
article-subhead-red-bar: ਭੋਲਾ ਯਮਲਾ ਵੱਲੋਂ ਆਪਣੀ ਕਲਾ ਰਾਹੀਂ ਸ਼ਾਂਤੀ ਦਾ ਵੱਡਾ ਸੁਨੇਹਾ-ਗਿੱਲ — [2, 1263, 345, 1281]
article-body-text: ਤਿਆਰ ਹੋ ਜਾਂਦਾ ਹੈ। ਸਾਹਿਲ ਪੁਰੀ ਹੈਲਥ ਐਜੂਕੇਟਰ ਨੇ ਦੱਸਿਆ ਕਿ ਇਹ ਮੱਛਰ ਇੱਕ ਚੱਮਚ ਪਾਣੀ ਵਿਚ ਵੀ ਪੈਦਾ ਹੋ ਜਾਂਦਾ ਹੈ। ਇਹ ਮੱਛਰ ਜਿਆਦਾਤਰ 1 ਸਵੇਰ ਵੇਲੇ ਸੂਰਜ ਚੜਣ ਤੋਂ ਬਾਅਦ ਅਤੇ ਸ਼ਾਮ ਵੇਲੇ ਕੱਟਦਾ ਹੈ। ਬਦਨ ਤੇ ਦਾਣੇ, ਅੱਖਾਂ ਦੇ ਪਿਛਲੇ ਹਿੱਸੇ ਵਿਚ ਦਰਦ, ਮਸੂੜਿਆਂ ਤੇ ਨੱਕ ਵਿਚ ਖੂਨ ਵਗਣਾ ਡੇਂਗੂ ਬੁਖਾਰ ਦੇ ਲੱਛਣ ਹਨ। ਬੁਖਾਰ ਹੋਣ ਤੇ ਐਸਪਰੀਨ ਅਤੇ ਬਰੂਫਨ ਨਾ ਲਵੋ ਸਿਰਫ ਪੈਰਾਸੀਟਾਮੋਲ ਬੁਖਾਰ ਲਈ ਲੈ ਸਕਦੇ ਹਾਂ। ਲੱਗੀਆਂ ਟਰੇਆਂ, ਗਮਲਿਆਂ, ਘਰਾਂ ਦੀਆਂ ਛੱਤਾਂ ਉੱਪਰ ਪਏ ਕਬਾੜ ਆਦਿ ਵਿਚ ਸਾਫ ਪਾਣੀ ਖੜਾ ਨਾ ਹੋਣ ਦਿੱਤਾ ਜਾਵੇ। ਕਪੜੇ ਅਜਿਹੇ ਪਹਿਨੋ ਕਿ ਸ਼ਰੀਰ ਪੂਰੀ ਤਰਾਂ ਢੱਕਿਆ ਰਹੇ। — [483, 956, 599, 1107]
column-rule — [755, 57, 756, 370]
photo-cpi-meeting — [370, 412, 493, 504]
headline-part: ਦਾ ਪੋਸਟਰ ਜਾਰੀ — [254, 1244, 339, 1259]
article-nagar-nigam — [758, 57, 943, 370]
article-body — [240, 735, 720, 851]
article-body — [2, 789, 235, 853]
article-minor-girl-case — [719, 1127, 945, 1239]
article-headline: ਭਾਰਤੀ ਕਮਿਊਨਿਸ਼ਟ ਪਾਰਟੀ, ਪੰਜਾਬ ਦੇ ਬੁਧੀਜੀਵੀਆਂ ਅਤੇ ਹੋਰ ਜਥੇਬੰਦੀਆਂ ਵੱਲੋਂ ਆਮ ਅਤੇ ਗਰੀਬ ਲੋਕਾਂ ਦੇ ਮੁਦਿਆਂ ਸਬੰਧੀ ਸੰਘਰਸ਼ ਕਰਨ ਦਾ ਐਲਾਨ : ਐਡਵੋਕੇਟ ਦਰਸ਼ਨ ਸਿੰਘ ਧਾਲੀਵਾਲ — [242, 372, 750, 408]
article-subhead: - ਸਬੰਧਿਤ ਵਿਭਾਗ ਵੱਲੋਂ ਅਧਿਕਾਰੀਆਂ ਨੇ ਨੰਬਰ ਜਾਰੀ — [32, 407, 205, 419]
article-body-text: ਲੁਧਿਆਣਾ 9 ਮਈ (ਪ.ਪ.) ਲੁਧਿਆਣਾ ਨਗਰ ਨਿਗਮ ਲੁਧਿਆਣਾ ਜਿਸਦੀ ਕਿ ਸ਼ਹਿਰ ਨੂੰ ਸਾਫ ਕਰਨ ਦੀ ਅਤੇ ਲੋਕਾਂ ਨੂੰ ਮੁਢਲੀਆਂ ਸਹੂਲਤਾਵਾਂ ਪ੍ਰਦਾਨ ਕਰਨ ਦੀ ਜਿੰਮੇਵਾਰੀ ਹੁੰਦੀ ਹੈ ਉਹ ਆਪ ਹੀ ਬਿਮਾਰ ਹੋਇਆ ਹੈ। ਇਹਨਾਂ ਬਚਨਾਂ ਦਾ ਪ੍ਰਗਟਾਵਾ ਮਿਉਂਸੀਪਲ ਕਰਮਚਾਰੀ ਦਲ ਦੇ ਪ੍ਰਧਾਨ ਅਤੇ ਭਾਜਪਾ ਦੇ ਸਾਬਕਾ ਵਾਈਸ ਚੇਅਰਮੈਨ ਚੌਧਰੀ ਯਸ਼ਪਾਲ ਵੱਲੋਂ ਜੌਨ ਥ੍ਰੀ ਵਿਖੇ ਬਾਥਰੂਮਾਂ ਦੀ ਮਾੜੀ ਹਾਲਤ ਨੂੰ ਦਿਖਾਉਂਦੇ ਹੋਏ ਕੀਤਾ। ਉਨ੍ਹਾਂ ਕਿਹਾ ਕਿ ਸਾਰੇ ਸ਼ਹਿਰ ਨੂੰ ਸਾਫ ਰੱਖਣ ਦੀ ਜਿੰਮੇਵਾਰੀ ਨਗਰ ਨਿਗਮ ਦੀ ਹੁੰਦੀ ਹੈ ਪ੍ਰੰਤੂ ਨਗਰ ਨਿਗਮ ਵਿਚ ਬਣੇ ਇਹ ਬਾਥਰੂਮਾਂ ਦੀ ਸਫਾਈ ਦਾ ਹਾਲ ਬਹੁਤ ਹੀ ਮੰਦਾ ਹੈ। ਉਨ੍ਹਾਂ ਕਿਹਾ ਕਿ ਇਸ ਪਾਸੇ ਤੁਰੰਤ ਧਿਆਨ ਦਿੱਤਾ ਜਾਵੇ। — [758, 199, 943, 306]
article-body — [2, 97, 341, 274]
article-swift-crash — [240, 665, 720, 931]
article-malerkotla-dengue — [723, 1244, 945, 1505]
